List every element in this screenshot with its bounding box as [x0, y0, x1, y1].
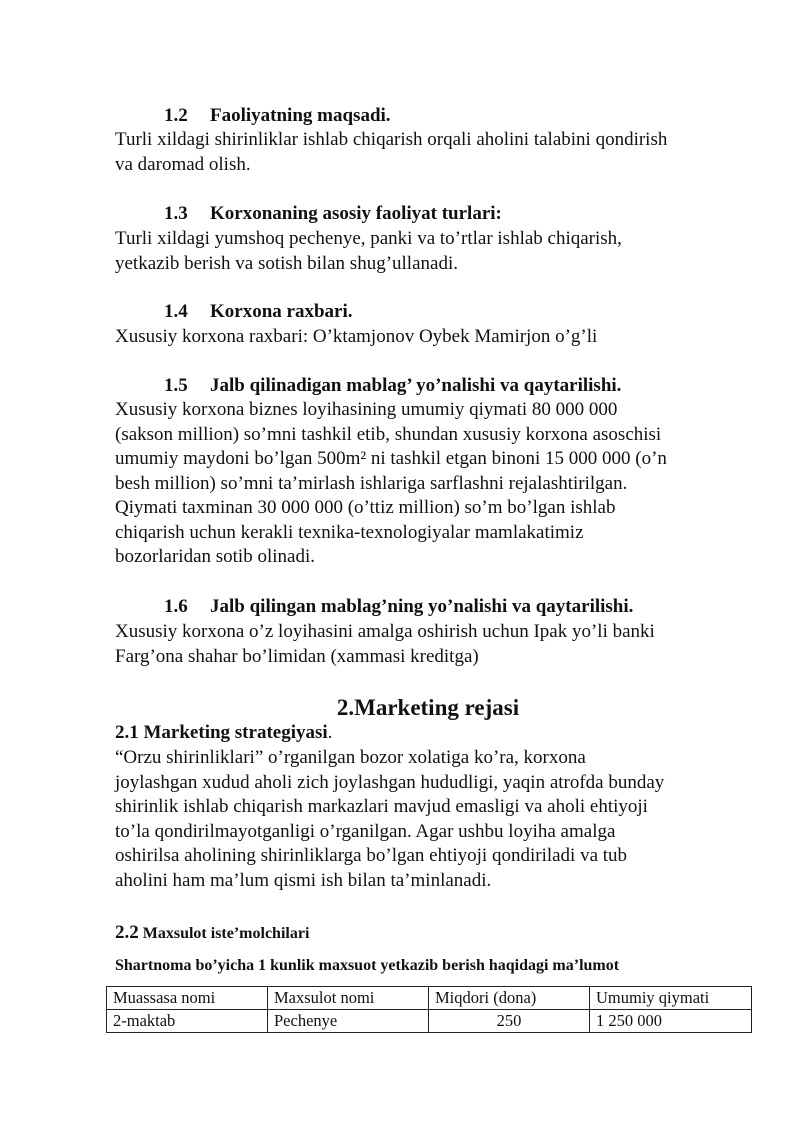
subheading-title: 2.1 Marketing strategiyasi — [115, 722, 328, 743]
table-cell: Pechenye — [268, 1010, 429, 1033]
subheading-title: Maxsulot iste’molchilari — [142, 925, 310, 942]
text-line: va daromad olish. — [115, 153, 251, 175]
heading-1-6 — [164, 596, 633, 618]
text-line: joylashgan xudud aholi zich joylashgan hududligi, yaqin atrofda bunday — [115, 771, 665, 793]
paragraph-1-3 — [115, 227, 755, 276]
text-line: shirinlik ishlab chiqarish markazlari mavjud emasligi va aholi ehtiyoji — [115, 796, 648, 817]
heading-1-3 — [164, 203, 502, 225]
heading-title: Jalb qilingan mablag’ning yo’nalishi va qaytarilishi. — [210, 596, 634, 617]
heading-title: Jalb qilinadigan mablag’ yo’nalishi va qaytarilishi. — [210, 375, 622, 396]
text-line: bozorlaridan sotib olinadi. — [115, 546, 315, 567]
paragraph-1-4 — [115, 325, 755, 350]
text-line: Turli xildagi shirinliklar ishlab chiqarish orqali aholini talabini qondirish — [115, 129, 668, 150]
heading-title: Korxonaning asosiy faoliyat turlari: — [210, 203, 502, 224]
table-cell: 2-maktab — [107, 1010, 268, 1033]
subheading-number: 2.2 — [115, 922, 139, 943]
table-cell: 1 250 000 — [590, 1010, 752, 1033]
delivery-table — [106, 986, 752, 1033]
header-cell: Maxsulot nomi — [268, 987, 429, 1010]
heading-number: 1.4 — [164, 301, 188, 322]
text-line: Xususiy korxona biznes loyihasining umumiy qiymati 80 000 000 — [115, 399, 618, 420]
heading-title: Faoliyatning maqsadi. — [210, 105, 391, 126]
paragraph-1-2 — [115, 128, 755, 177]
text-line: (sakson million) so’mni tashkil etib, shundan xususiy korxona asoschisi — [115, 423, 662, 445]
heading-number: 1.3 — [164, 203, 188, 224]
paragraph-2-1 — [115, 746, 755, 893]
text-line: to’la qondirilmayotganligi o’rganilgan. Agar ushbu loyiha amalga — [115, 820, 616, 842]
table-row — [107, 1010, 752, 1033]
paragraph-1-5 — [115, 398, 755, 570]
table-cell: 250 — [429, 1010, 590, 1033]
heading-1-5 — [164, 375, 621, 397]
text-line: oshirilsa aholining shirinliklarga bo’lgan ehtiyoji qondiriladi va tub — [115, 845, 628, 866]
text-line: chiqarish uchun kerakli texnika-texnologiyalar mamlakatimiz — [115, 521, 584, 543]
text-line: aholini ham ma’lum qismi ish bilan ta’minlanadi. — [115, 869, 492, 891]
heading-title: Korxona raxbari. — [210, 301, 353, 322]
header-cell: Muassasa nomi — [107, 987, 268, 1010]
header-cell: Miqdori (dona) — [429, 987, 590, 1010]
text-line: yetkazib berish va sotish bilan shug’ullanadi. — [115, 252, 458, 274]
text-line: Qiymati taxminan 30 000 000 (o’ttiz million) so’m bo’lgan ishlab — [115, 497, 616, 518]
text-line: Turli xildagi yumshoq pechenye, panki va to’rtlar ishlab chiqarish, — [115, 228, 622, 249]
text-line: Xususiy korxona raxbari: O’ktamjonov Oybek Mamirjon o’g’li — [115, 326, 598, 347]
text-line: “Orzu shirinliklari” o’rganilgan bozor xolatiga ko’ra, korxona — [115, 747, 586, 768]
text-line: umumiy maydoni bo’lgan 500m² ni tashkil etgan binoni 15 000 000 (o’n — [115, 448, 667, 469]
subheading-dot: . — [327, 722, 333, 743]
section-title-marketing: 2.Marketing rejasi — [336, 695, 520, 720]
heading-number: 1.2 — [164, 105, 188, 126]
header-cell: Umumiy qiymati — [590, 987, 752, 1010]
text-line: besh million) so’mni ta’mirlash ishlariga sarflashni rejalashtirilgan. — [115, 472, 628, 494]
heading-number: 1.5 — [164, 375, 188, 396]
subheading-2-2 — [115, 922, 309, 944]
table-caption: Shartnoma bo’yicha 1 kunlik maxsuot yetkazib berish haqidagi ma’lumot — [115, 957, 620, 974]
text-line: Xususiy korxona o’z loyihasini amalga oshirish uchun Ipak yo’li banki — [115, 621, 655, 642]
text-line: Farg’ona shahar bo’limidan (xammasi kreditga) — [115, 645, 479, 667]
table-header-row — [107, 987, 752, 1010]
heading-number: 1.6 — [164, 596, 188, 617]
heading-1-4 — [164, 301, 353, 323]
heading-1-2 — [164, 105, 391, 127]
paragraph-1-6 — [115, 620, 755, 669]
subheading-2-1 — [115, 722, 332, 744]
